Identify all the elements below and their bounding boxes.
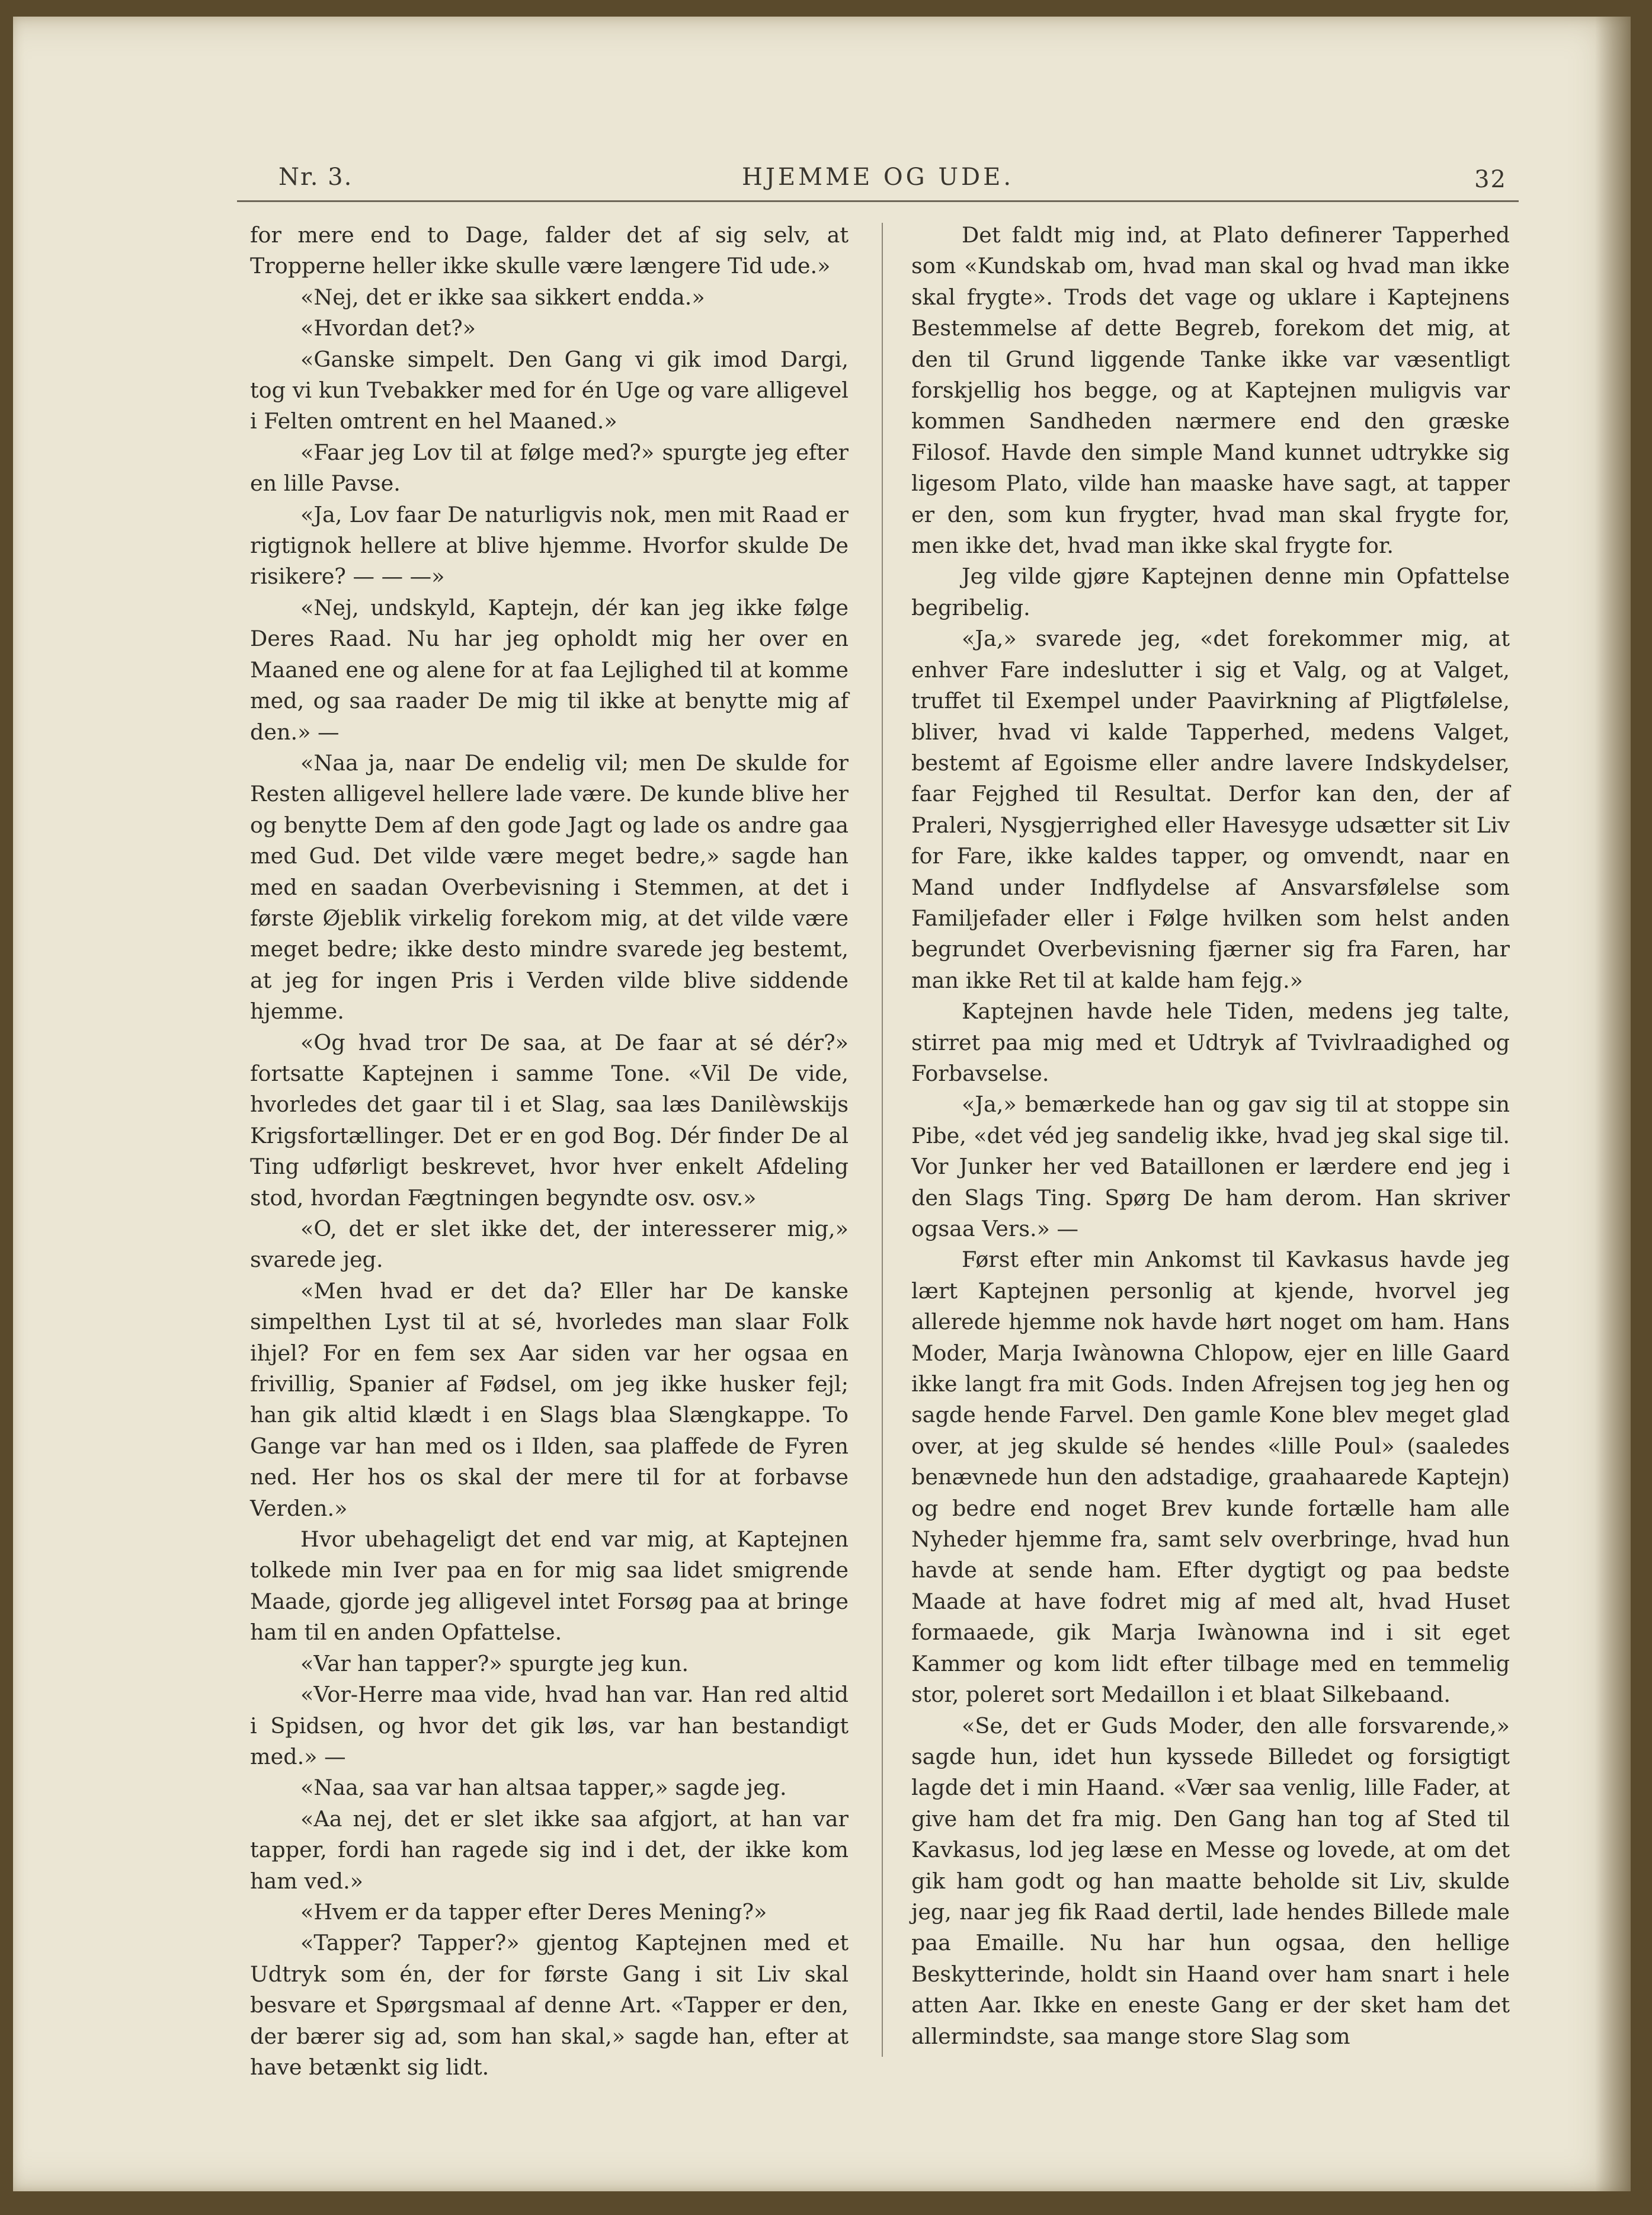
paragraph: Det faldt mig ind, at Plato definerer Tapperhed som «Kundskab om, hvad man skal og hvad man ikke skal frygte». Trods det vage og uklare i Kaptejnens Bestemmelse af dette Begreb, forekom det mig, at den til Grund liggende Tanke ikke var væsentligt forskjellig hos begge, og at Kaptejnen muligvis var kommen Sandheden nærmere end den græske Filosof. Havde den simple Mand kunnet udtrykke sig ligesom Plato, vilde han maaske have sagt, at tapper er den, som kun frygter, hvad man skal frygte for, men ikke det, hvad man ikke skal frygte for. [911, 222, 1510, 559]
paragraph: «Faar jeg Lov til at følge med?» spurgte jeg efter en lille Pavse. [250, 439, 849, 497]
paragraph: for mere end to Dage, falder det af sig selv, at Tropperne heller ikke skulle være længere Tid ude.» [250, 222, 849, 279]
paragraph: «Aa nej, det er slet ikke saa afgjort, at han var tapper, fordi han ragede sig ind i det, der ikke kom ham ved.» [250, 1806, 849, 1894]
paragraph: Hvor ubehageligt det end var mig, at Kaptejnen tolkede min Iver paa en for mig saa lidet smigrende Maade, gjorde jeg alligevel intet Forsøg paa at bringe ham til en anden Opfattelse. [250, 1526, 849, 1646]
right-column [911, 220, 1510, 2052]
paragraph: «Nej, det er ikke saa sikkert endda.» [300, 284, 705, 310]
paragraph: Først efter min Ankomst til Kavkasus havde jeg lært Kaptejnen personlig at kjende, hvorvel jeg allerede hjemme nok havde hørt noget om ham. Hans Moder, Marja Iwànowna Chlopow, ejer en lille Gaard ikke langt fra mit Gods. Inden Afrejsen tog jeg hen og sagde hende Farvel. Den gamle Kone blev meget glad over, at jeg skulde sé hendes «lille Poul» (saaledes benævnede hun den adstadige, graahaarede Kaptejn) og bedre end noget Brev kunde fortælle ham alle Nyheder hjemme fra, samt selv overbringe, hvad hun havde at sende ham. Efter dygtigt og paa bedste Maade at have fodret mig af med alt, hvad Huset formaaede, gik Marja Iwànowna ind i sit eget Kammer og kom lidt efter tilbage med en temmelig stor, poleret sort Medaillon i et blaat Silkebaand. [911, 1247, 1510, 1708]
paragraph: Jeg vilde gjøre Kaptejnen denne min Opfattelse begribelig. [911, 564, 1510, 620]
paragraph: «Men hvad er det da? Eller har De kanske simpelthen Lyst til at sé, hvorledes man slaar Folk ihjel? For en fem sex Aar siden var her ogsaa en frivillig, Spanier af Fødsel, om jeg ikke husker fejl; han gik altid klædt i en Slags blaa Slængkappe. To Gange var han med os i Ilden, saa plaffede de Fyren ned. Her hos os skal der mere til for at forbavse Verden.» [250, 1278, 849, 1521]
paragraph: Kaptejnen havde hele Tiden, medens jeg talte, stirret paa mig med et Udtryk af Tvivlraadighed og Forbavselse. [911, 998, 1510, 1086]
column-divider [882, 223, 883, 2057]
page-number: 32 [1474, 166, 1507, 193]
paragraph: «Ja,» bemærkede han og gav sig til at stoppe sin Pibe, «det véd jeg sandelig ikke, hvad jeg skal sige til. Vor Junker her ved Bataillonen er lærdere end jeg i den Slags Ting. Spørg De ham derom. Han skriver ogsaa Vers.» — [911, 1092, 1510, 1241]
paragraph: «Vor-Herre maa vide, hvad han var. Han red altid i Spidsen, og hvor det gik løs, var han bestandigt med.» — [250, 1682, 849, 1769]
running-header [237, 159, 1519, 202]
page-edge-shadow [1595, 17, 1631, 2191]
paragraph: «Naa, saa var han altsaa tapper,» sagde jeg. [300, 1775, 787, 1801]
book-page [13, 17, 1631, 2191]
left-column [250, 220, 849, 2083]
paragraph: «Se, det er Guds Moder, den alle forsvarende,» sagde hun, idet hun kyssede Billedet og forsigtigt lagde det i min Haand. «Vær saa venlig, lille Fader, at give ham det fra mig. Den Gang han tog af Sted til Kavkasus, lod jeg læse en Messe og lovede, at om det gik ham godt og han maatte beholde sit Liv, skulde jeg, naar jeg fik Raad dertil, lade hendes Billede male paa Emaille. Nu har hun ogsaa, den hellige Beskytterinde, holdt sin Haand over ham snart i hele atten Aar. Ikke en eneste Gang er der sket ham det allermindste, saa mange store Slag som [911, 1713, 1510, 2049]
paragraph: «Nej, undskyld, Kaptejn, dér kan jeg ikke følge Deres Raad. Nu har jeg opholdt mig her over en Maaned ene og alene for at faa Lejlighed til at komme med, og saa raader De mig til ikke at benytte mig af den.» — [250, 594, 849, 745]
paragraph: «Ja,» svarede jeg, «det forekommer mig, at enhver Fare indeslutter i sig et Valg, og at Valget, truffet til Exempel under Paavirkning af Pligtfølelse, bliver, hvad vi kalde Tapperhed, medens Valget, bestemt af Egoisme eller andre lavere Indskydelser, faar Fejghed til Resultat. Derfor kan den, der af Praleri, Nysgjerrighed eller Havesyge udsætter sit Liv for Fare, ikke kaldes tapper, og omvendt, naar en Mand under Indflydelse af Ansvarsfølelse som Familjefader eller i Følge hvilken som helst anden begrundet Overbevisning fjærner sig fra Faren, har man ikke Ret til at kalde ham fejg.» [911, 626, 1510, 993]
paragraph: «Og hvad tror De saa, at De faar at sé dér?» fortsatte Kaptejnen i samme Tone. «Vil De vide, hvorledes det gaar til i et Slag, saa læs Danilèwskijs Krigsfortællinger. Det er en god Bog. Dér finder De al Ting udførligt beskrevet, hvor hver enkelt Afdeling stod, hvordan Fægtningen begyndte osv. osv.» [250, 1029, 849, 1211]
paragraph: «Var han tapper?» spurgte jeg kun. [300, 1650, 689, 1676]
paragraph: «Naa ja, naar De endelig vil; men De skulde for Resten alligevel hellere lade være. De kunde blive her og benytte Dem af den gode Jagt og lade os andre gaa med Gud. Det vilde være meget bedre,» sagde han med en saadan Overbevisning i Stemmen, at det i første Øjeblik virkelig forekom mig, at det vilde være meget bedre; ikke desto mindre svarede jeg bestemt, at jeg for ingen Pris i Verden vilde blive siddende hjemme. [250, 750, 849, 1025]
paragraph: «Hvordan det?» [300, 315, 476, 341]
issue-number: Nr. 3. [278, 164, 353, 191]
paragraph: «Ganske simpelt. Den Gang vi gik imod Dargi, tog vi kun Tvebakker med for én Uge og vare alligevel i Felten omtrent en hel Maaned.» [250, 346, 849, 434]
paragraph: «O, det er slet ikke det, der interesserer mig,» svarede jeg. [250, 1216, 849, 1273]
paragraph: «Hvem er da tapper efter Deres Mening?» [300, 1899, 767, 1925]
paragraph: «Ja, Lov faar De naturligvis nok, men mit Raad er rigtignok hellere at blive hjemme. Hvorfor skulde De risikere? — — —» [250, 501, 849, 590]
paragraph: «Tapper? Tapper?» gjentog Kaptejnen med et Udtryk som én, der for første Gang i sit Liv skal besvare et Spørgsmaal af denne Art. «Tapper er den, der bærer sig ad, som han skal,» sagde han, efter at have betænkt sig lidt. [250, 1930, 849, 2080]
journal-title: HJEMME OG UDE. [741, 164, 1014, 191]
